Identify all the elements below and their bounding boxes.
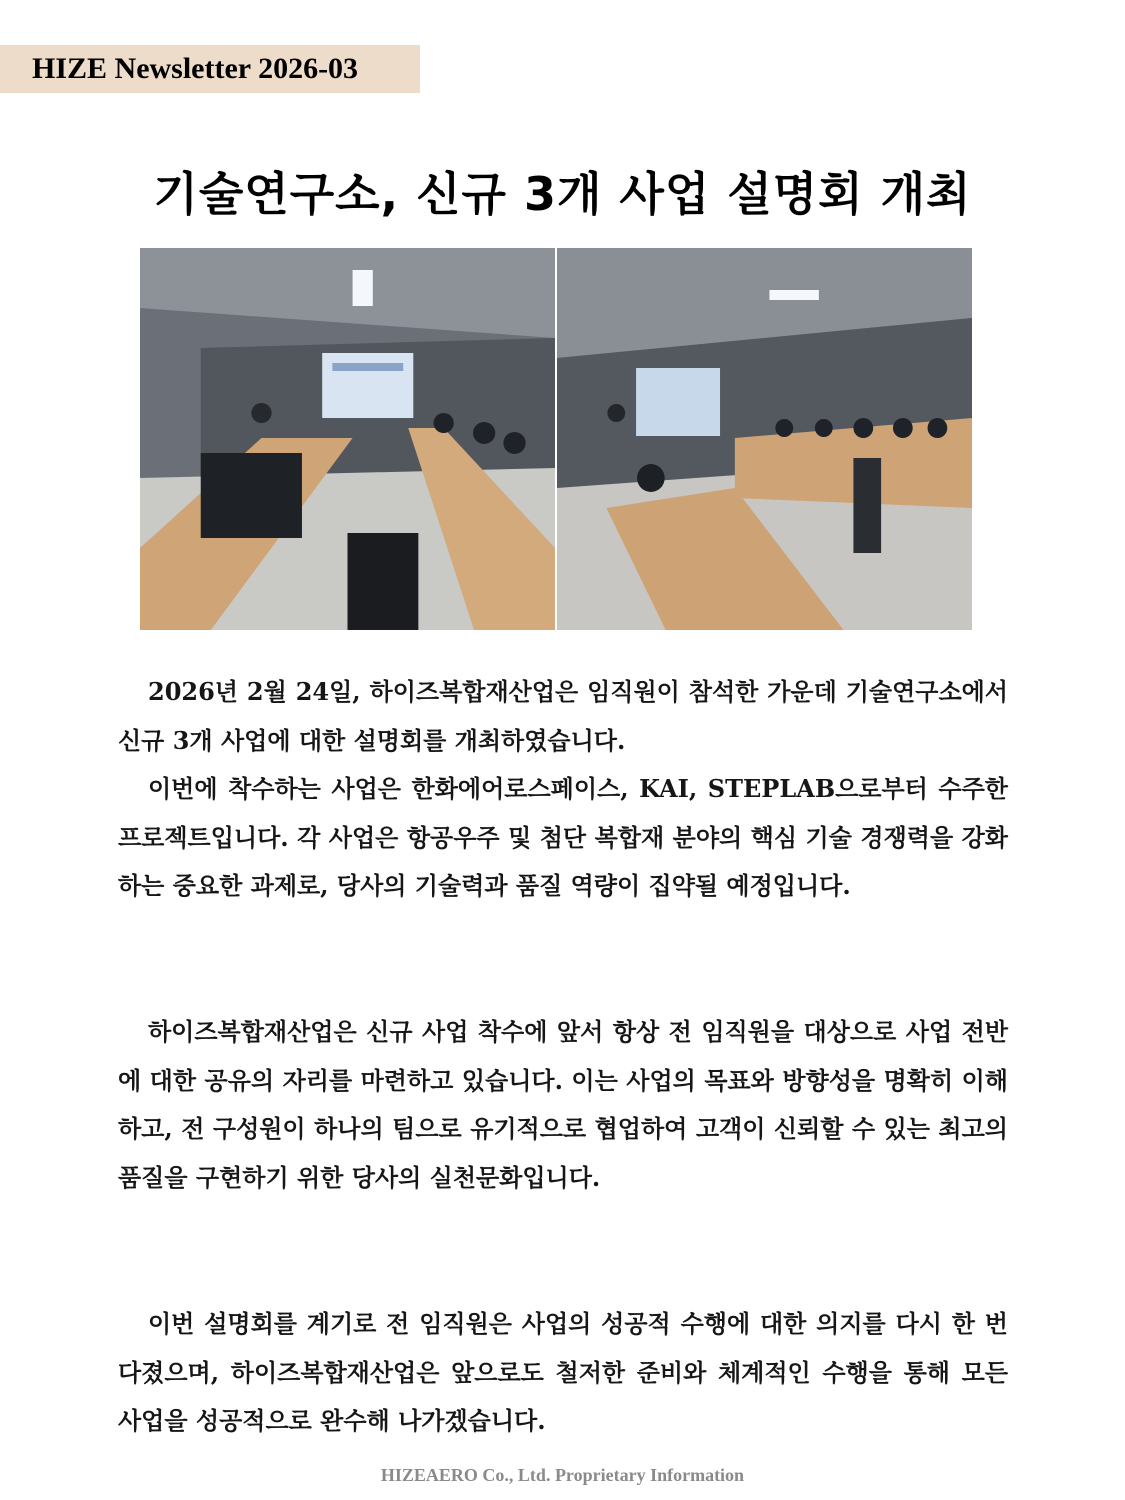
- paragraph-1: 2026년 2월 24일, 하이즈복합재산업은 임직원이 참석한 가운데 기술연구소에서 신규 3개 사업에 대한 설명회를 개최하였습니다.: [118, 677, 1008, 755]
- photo-collage: [140, 248, 972, 630]
- newsletter-tag: HIZE Newsletter 2026-03: [0, 45, 420, 93]
- article-body-closing: [118, 1300, 1008, 1446]
- proprietary-footer: HIZEAERO Co., Ltd. Proprietary Information: [380, 1465, 745, 1485]
- paragraph-4: 이번 설명회를 계기로 전 임직원은 사업의 성공적 수행에 대한 의지를 다시 한 번 다졌으며, 하이즈복합재산업은 앞으로도 철저한 준비와 체계적인 수행을 통해 모든 사업을 성공적으로 완수해 나가겠습니다.: [118, 1309, 1008, 1435]
- meeting-photo-right: [557, 248, 972, 630]
- article-body-culture: [118, 1008, 1008, 1202]
- article-body-intro: [118, 668, 1008, 911]
- paragraph-2: 이번에 착수하는 사업은 한화에어로스페이스, KAI, STEPLAB으로부터 수주한 프로젝트입니다. 각 사업은 항공우주 및 첨단 복합재 분야의 핵심 기술 경쟁력을 강화하는 중요한 과제로, 당사의 기술력과 품질 역량이 집약될 예정입니다.: [118, 774, 1008, 900]
- meeting-photo-left: [140, 248, 555, 630]
- paragraph-3: 하이즈복합재산업은 신규 사업 착수에 앞서 항상 전 임직원을 대상으로 사업 전반에 대한 공유의 자리를 마련하고 있습니다. 이는 사업의 목표와 방향성을 명확히 이해하고, 전 구성원이 하나의 팀으로 유기적으로 협업하여 고객이 신뢰할 수 있는 최고의 품질을 구현하기 위한 당사의 실천문화입니다.: [118, 1017, 1008, 1192]
- article-title: 기술연구소, 신규 3개 사업 설명회 개최: [153, 167, 972, 221]
